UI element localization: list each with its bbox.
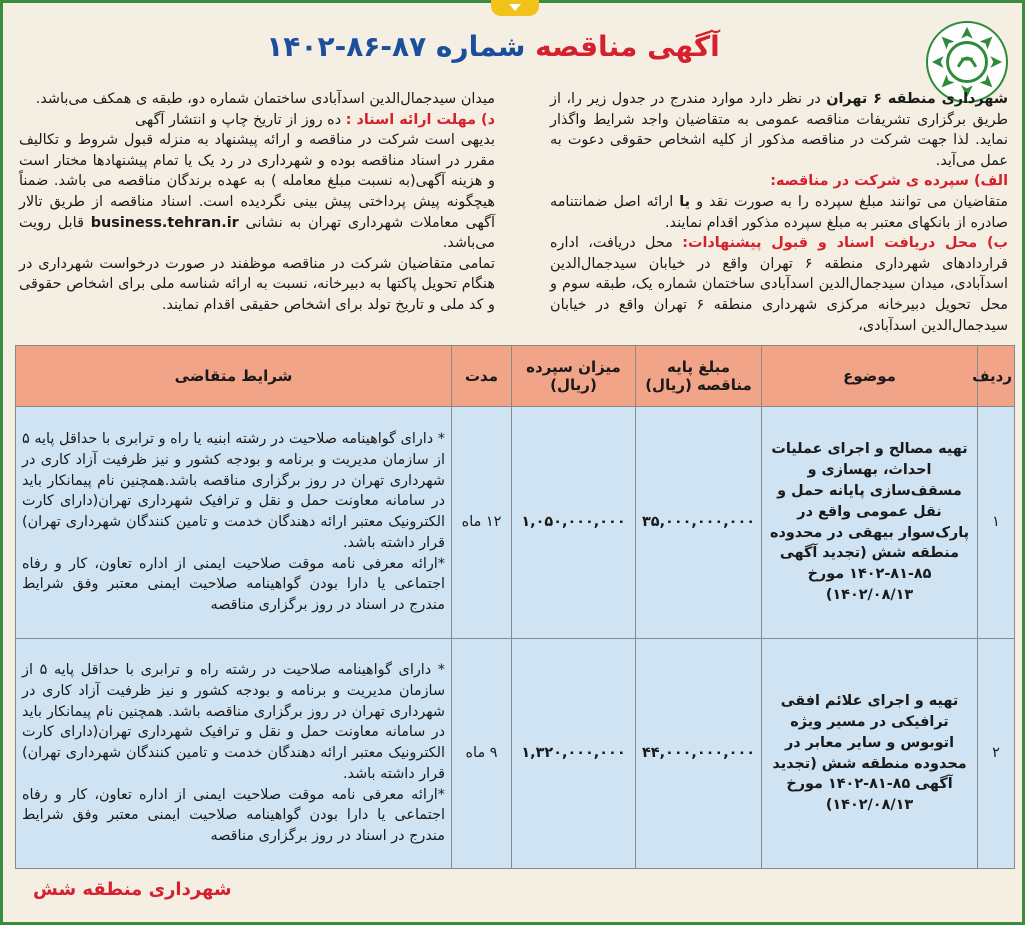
tender-table [15, 345, 1015, 869]
col-header-duration: مدت [452, 346, 512, 407]
row-duration: ۱۲ ماه [452, 407, 512, 639]
intro-right-column [550, 89, 1008, 336]
condition-item: * دارای گواهینامه صلاحیت در رشته راه و ترابری با حداقل پایه ۵ از سازمان مدیریت و برنامه و بودجه کشور و نیز ظرفیت آزاد کاری در شهرداری تهران در روز برگزاری مناقصه باشد. همچنین نام پیمانکار باید در سامانه معاونت حمل و نقل و ترافیک شهرداری تهران(دارای کارت الکترونیک معتبر ارائه دهندگان خدمت و تامین کنندگان شهرداری تهران) قرار داشته باشد. [22, 661, 446, 782]
be-text: محل دریافت، اداره قراردادهای شهرداری منطقه ۶ تهران واقع در خیابان سیدجمال‌الدین اسدآبادی، میدان سیدجمال‌الدین اسدآبادی ساختمان شماره یک، طبقه سوم و محل تحویل دبیرخانه مرکزی شهرداری منطقه ۶ تهران واقع در خیابان سیدجمال‌الدین اسدآبادی، [550, 235, 1008, 334]
table-row [16, 639, 1015, 869]
col-header-radif: ردیف [978, 346, 1015, 407]
section-dal [19, 110, 495, 131]
alef-text-1: متقاضیان می توانند مبلغ سپرده را به صورت نقد و [690, 193, 1008, 210]
id-paragraph: تمامی متقاضیان شرکت در مناقصه موظفند در صورت درخواست شهرداری در هنگام تحویل پاکتها به دبیرخانه، نسبت به ارائه شناسه ملی برای اشخاص حقوقی و کد ملی و تاریخ تولد برای اشخاص حقیقی اقدام نمایند. [19, 255, 495, 313]
be-heading: ب) محل دریافت اسناد و قبول پیشنهادات: [682, 235, 1008, 252]
signature: شهرداری منطقه شش [33, 879, 232, 900]
row-base-amount: ۴۴,۰۰۰,۰۰۰,۰۰۰ [636, 639, 762, 869]
alef-paragraph [550, 192, 1008, 233]
address-continuation: میدان سیدجمال‌الدین اسدآبادی ساختمان شماره دو، طبقه ی همکف می‌باشد. [35, 91, 495, 107]
col-header-subject: موضوع [762, 346, 978, 407]
alef-heading: الف) سپرده ی شرکت در مناقصه: [770, 173, 1008, 190]
row-radif: ۲ [978, 639, 1015, 869]
dal-text: ده روز از تاریخ چاپ و انتشار آگهی [134, 111, 346, 128]
row-conditions [16, 639, 452, 869]
section-be [550, 233, 1008, 336]
intro-left-column [19, 89, 495, 316]
row-deposit: ۱,۰۵۰,۰۰۰,۰۰۰ [512, 407, 636, 639]
table-row [16, 407, 1015, 639]
business-url-link[interactable]: business.tehran.ir [90, 214, 239, 231]
alef-text-2: ارائه اصل ضمانتنامه صادره از بانکهای معتبر به مبلغ سپرده مذکور اقدام نمایند. [550, 193, 1008, 231]
col-header-conditions: شرایط متقاضی [16, 346, 452, 407]
table-header-row [16, 346, 1015, 407]
page-title [243, 27, 743, 67]
col-header-deposit: میزان سپرده (ریال) [512, 346, 636, 407]
row-subject: تهیه مصالح و اجرای عملیات احداث، بهسازی و مسقف‌سازی پایانه حمل و نقل عمومی واقع در پارک‌سوار بیهقی در محدوده منطقه شش (تجدید آگهی ۸۵-۸۱-۱۴۰۲ مورخ ۱۴۰۲/۰۸/۱۳) [762, 407, 978, 639]
organization-name: شهرداری منطقه ۶ تهران [826, 91, 1008, 107]
dal-heading: د) مهلت ارائه اسناد : [345, 111, 495, 128]
title-number: شماره ۸۷-۸۶-۱۴۰۲ [266, 30, 526, 63]
terms-text-2: قابل رویت می‌باشد. [19, 214, 495, 252]
section-alef [550, 171, 1008, 192]
row-radif: ۱ [978, 407, 1015, 639]
terms-paragraph [19, 130, 495, 254]
title-main: آگهی مناقصه [535, 30, 720, 63]
row-base-amount: ۳۵,۰۰۰,۰۰۰,۰۰۰ [636, 407, 762, 639]
col-header-base-amount: مبلغ پایه مناقصه (ریال) [636, 346, 762, 407]
condition-item: * دارای گواهینامه صلاحیت در رشته ابنیه یا راه و ترابری با حداقل پایه ۵ از سازمان مدیریت و برنامه و بودجه کشور و نیز ظرفیت آزاد کاری در شهرداری تهران در روز برگزاری مناقصه باشد.همچنین نام پیمانکار باید در سامانه معاونت حمل و نقل و ترافیک شهرداری تهران(دارای کارت الکترونیک معتبر ارائه دهندگان خدمت و تامین کنندگان شهرداری تهران) قرار داشته باشد. [22, 430, 445, 551]
collapse-tab[interactable] [491, 0, 539, 16]
row-duration: ۹ ماه [452, 639, 512, 869]
condition-item: *ارائه معرفی نامه موقت صلاحیت ایمنی از اداره تعاون، کار و رفاه اجتماعی یا دارا بودن گواهینامه صلاحیت ایمنی معتبر وفق شرایط مندرج در اسناد در روز برگزاری مناقصه [22, 555, 445, 614]
row-subject: تهیه و اجرای علائم افقی ترافیکی در مسیر ویژه اتوبوس و سایر معابر در محدوده منطقه شش (تجدید آگهی ۸۵-۸۱-۱۴۰۲ مورخ ۱۴۰۲/۰۸/۱۳) [762, 639, 978, 869]
intro-text: در نظر دارد موارد مندرج در جدول زیر را، از طریق برگزاری تشریفات مناقصه عمومی به متقاضیان واجد شرایط واگذار نماید. لذا جهت شرکت در مناقصه مذکور از کلیه اشخاص حقوقی دعوت به عمل می‌آید. [550, 91, 1008, 169]
intro-paragraph [550, 89, 1008, 171]
alef-ya: یا [679, 193, 691, 210]
row-deposit: ۱,۳۲۰,۰۰۰,۰۰۰ [512, 639, 636, 869]
condition-item: *ارائه معرفی نامه موقت صلاحیت ایمنی از اداره تعاون، کار و رفاه اجتماعی یا دارا بودن گواهینامه صلاحیت ایمنی معتبر وفق شرایط مندرج در اسناد در روز برگزاری مناقصه [22, 786, 445, 845]
terms-text-1: بدیهی است شرکت در مناقصه و ارائه پیشنهاد به منزله قبول شروط و تکالیف مقرر در اسناد مناقصه بوده و شهرداری در رد یک یا تمام پیشنهادها مختار است و هزینه آگهی(به نسبت مبلغ معامله ) به عهده برندگان مناقصه می باشد. ضمناً هیچگونه پیش پرداختی پیش بینی نگردیده است. اسناد مناقصه از طریق تالار آگهی معاملات شهرداری تهران به نشانی [19, 132, 495, 231]
row-conditions [16, 407, 452, 639]
